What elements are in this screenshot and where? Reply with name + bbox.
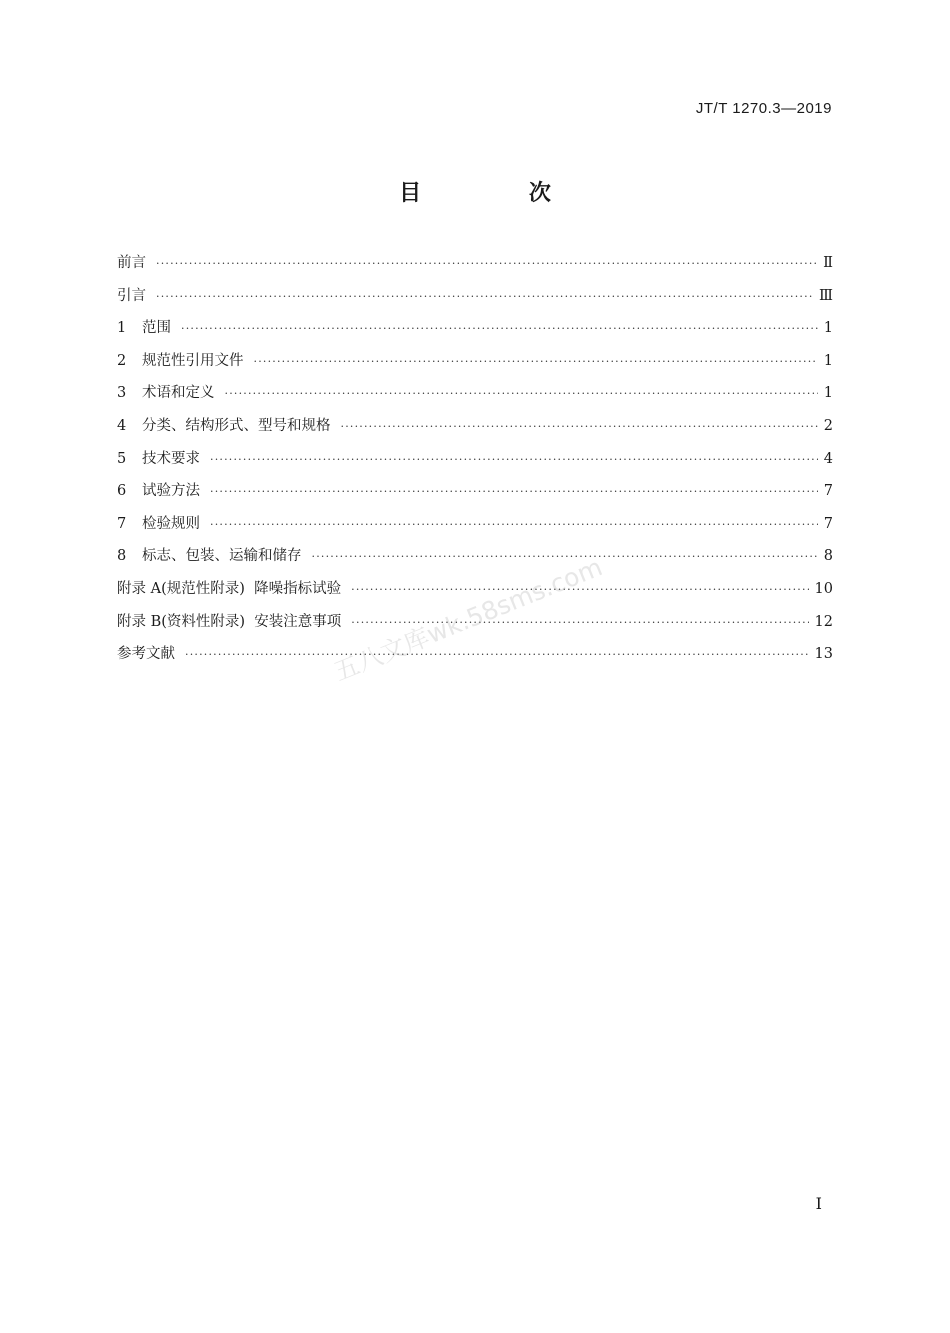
page-title: 目 次 — [399, 181, 601, 206]
standard-code: JT/T 1270.3—2019 — [695, 100, 832, 117]
toc-entry-page: 8 — [823, 548, 833, 565]
toc-entry-label: 前言 — [117, 255, 146, 271]
toc-entry-label: 分类、结构形式、型号和规格 — [142, 417, 331, 434]
toc-entry-number: 1 — [117, 320, 127, 337]
toc-entry-label: 技术要求 — [142, 450, 200, 467]
toc-entry-page: 12 — [814, 613, 833, 630]
toc-entry-label: 术语和定义 — [142, 385, 215, 402]
toc-entry-number: 3 — [117, 385, 127, 402]
toc-entry-label: 检验规则 — [142, 515, 200, 532]
toc-entry-page: 1 — [823, 352, 833, 369]
toc-entry-number: 5 — [117, 450, 127, 467]
toc-entry-page: 1 — [823, 385, 833, 402]
toc-entry-7[interactable] — [117, 512, 833, 545]
toc-entry-number: 4 — [117, 417, 127, 434]
toc-entry-number: 7 — [117, 515, 127, 532]
toc-leader-dots — [185, 643, 809, 667]
toc-entry-page: 7 — [823, 515, 833, 532]
toc-entry-label: 规范性引用文件 — [142, 352, 244, 369]
toc-entry-number: 8 — [117, 548, 127, 565]
page-number: Ⅰ — [815, 1194, 822, 1213]
toc-entry-label: 附录 A(规范性附录) 降噪指标试验 — [117, 580, 342, 597]
watermark: 五八文库wk.58sms.com — [329, 552, 607, 687]
toc-entry-label: 试验方法 — [142, 483, 200, 500]
toc-entry-label: 参考文献 — [117, 646, 175, 663]
toc-entry-number: 2 — [117, 352, 127, 369]
toc-entry-page: Ⅱ — [823, 255, 833, 271]
toc-leader-dots — [210, 513, 818, 537]
toc-entry-page: 7 — [823, 483, 833, 500]
toc-entry-page: Ⅲ — [819, 287, 833, 304]
toc-entry-label: 附录 B(资料性附录) 安装注意事项 — [117, 613, 342, 630]
toc-entry-label: 引言 — [117, 287, 146, 304]
toc-entry-3[interactable] — [117, 381, 833, 414]
toc-leader-dots — [181, 317, 818, 341]
toc-entry-8[interactable] — [117, 544, 833, 577]
toc-leader-dots — [210, 448, 818, 472]
toc-entry-2[interactable] — [117, 349, 833, 382]
toc-entry-4[interactable] — [117, 414, 833, 447]
toc-entry-page: 10 — [814, 580, 833, 597]
toc-entry-5[interactable] — [117, 447, 833, 480]
toc-leader-dots — [156, 285, 813, 309]
toc-entry-1[interactable] — [117, 316, 833, 349]
toc-entry-number: 6 — [117, 483, 127, 500]
toc-entry-introduction[interactable] — [117, 284, 833, 317]
toc-entry-page: 2 — [823, 417, 833, 434]
toc-entry-bibliography[interactable] — [117, 642, 833, 675]
toc-leader-dots — [225, 382, 818, 406]
toc-leader-dots — [341, 415, 818, 439]
toc-entry-label: 范围 — [142, 320, 171, 337]
toc-entry-label: 标志、包装、运输和储存 — [142, 548, 302, 565]
toc-leader-dots — [156, 252, 817, 276]
toc-entry-page: 4 — [823, 450, 833, 467]
toc-entry-page: 1 — [823, 320, 833, 337]
toc-leader-dots — [254, 350, 818, 374]
toc-entry-foreword[interactable] — [117, 251, 833, 284]
toc-leader-dots — [210, 480, 818, 504]
toc-entry-page: 13 — [814, 646, 833, 663]
toc-entry-6[interactable] — [117, 479, 833, 512]
